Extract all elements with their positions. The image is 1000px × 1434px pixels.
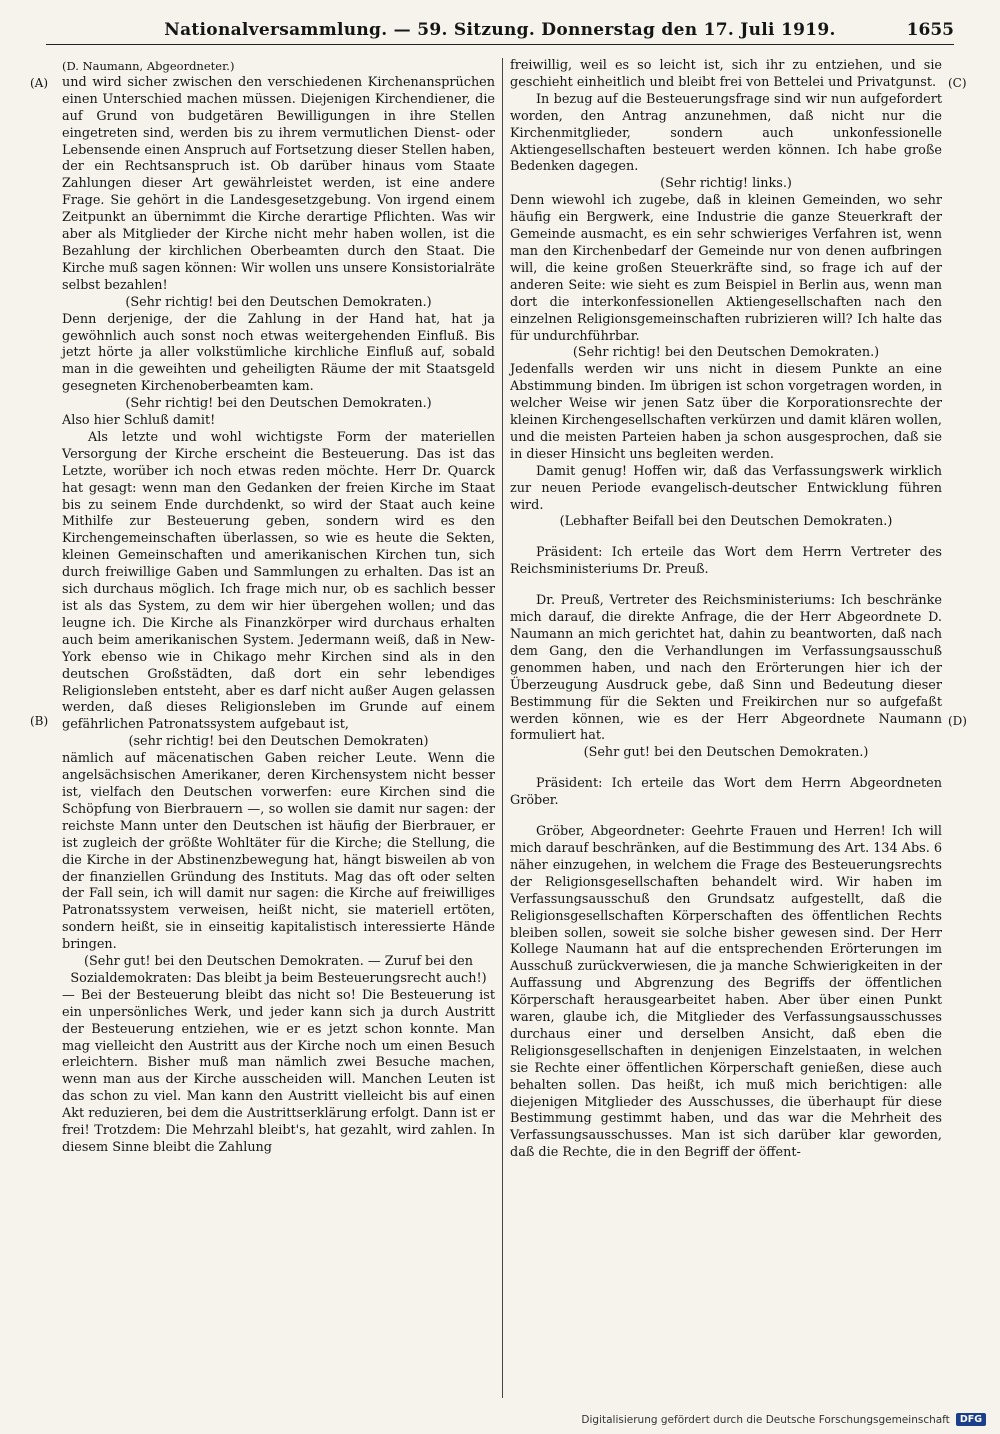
paragraph-text: Präsident: Ich erteile das Wort dem Herrn Abgeordneten Gröber. [510,776,942,809]
interjection-text: (Sehr gut! bei den Deutschen Demokraten.) [583,745,869,761]
margin-marker-d: (D) [948,714,967,728]
left-text-column [62,58,495,1157]
paragraph-text: nämlich auf mäcenatischen Gaben reicher Leute. Wenn die angelsächsischen Amerikaner, deren Kirchensystem nicht besser ist, vielfach den Deutschen vorwerfen: eure Kirchen sind die Schöpfung von Bierbrauern —, so wollen sie damit nur sagen: der reichste Mann unter den Deutschen ist häufig der Bierbrauer, er ist zugleich der größte Wohltäter für die Kirche; die Stellung, die die Kirche in der Abstinenzbewegung hat, hängt bisweilen ab von der finanziellen Gründung des Instituts. Mag das oft oder selten der Fall sein, ich will damit nur sagen: die Kirche auf freiwilliges Patronatssystem verweisen, heißt nicht, sie materiell ertöten, sondern heißt, sie in einseitig kapitalistisch interessierte Hände bringen. [62,751,495,953]
paragraph-text: freiwillig, weil es so leicht ist, sich ihr zu entziehen, und sie geschieht einheitlich und bleibt frei von Bettelei und Privatgunst. [510,58,942,90]
paragraph-text: Jedenfalls werden wir uns nicht in diesem Punkte an eine Abstimmung binden. Im übrigen ist schon vorgetragen worden, in welcher Weise wir jenen Satz über die Korporationsrechte der kleinen Kirchengesellschaften verkürzen und damit klären wollen, und die meisten Parteien haben ja schon ausgesprochen, daß sie in dieser Hinsicht uns begleiten werden. [510,362,942,462]
interjection-text: (Lebhafter Beifall bei den Deutschen Demokraten.) [559,514,893,530]
interjection-text: (Sehr richtig! bei den Deutschen Demokraten.) [125,396,432,412]
dfg-logo: DFG [956,1413,986,1426]
right-text-column [510,58,942,1162]
interjection-text: (sehr richtig! bei den Deutschen Demokraten) [128,734,429,750]
interjection-text: (Sehr richtig! links.) [660,176,792,192]
paragraph-gap [510,579,942,593]
margin-marker-a: (A) [30,76,49,90]
paragraph-text: Präsident: Ich erteile das Wort dem Herrn Vertreter des Reichsministeriums Dr. Preuß. [510,545,942,578]
footer-credit-text: Digitalisierung gefördert durch die Deutsche Forschungsgemeinschaft [581,1413,950,1426]
paragraph-text: Also hier Schluß damit! [62,413,216,429]
interjection-text: (Sehr richtig! bei den Deutschen Demokraten.) [572,345,880,361]
margin-marker-b: (B) [30,714,49,728]
footer-credit [581,1413,986,1426]
paragraph-text: Dr. Preuß, Vertreter des Reichsministeriums: Ich beschränke mich darauf, die direkte Anfrage, die der Herr Abgeordnete D. Naumann an mich gerichtet hat, dahin zu beantworten, daß nach dem Gang, den die Verhandlungen im Verfassungsausschuß genommen haben, und nach den Erörterungen hier ich der Überzeugung Ausdruck gebe, daß Sinn und Bedeutung dieser Bestimmung für die Sekten und Freikirchen nur so aufgefaßt werden können, wie es der Herr Abgeordnete Naumann formuliert hat. [510,593,942,744]
paragraph-text: — Bei der Besteuerung bleibt das nicht so! Die Besteuerung ist ein unpersönliches Werk, und jeder kann sich ja durch Austritt der Besteuerung entziehen, wie er es jetzt schon konnte. Man mag vielleicht den Austritt aus der Kirche noch um einen Besuch erleichtern. Bisher muß man nämlich zwei Besuche machen, wenn man aus der Kirche ausscheiden will. Manchen Leuten ist das schon zu viel. Man kann den Austritt vielleicht bis auf einen Akt reduzieren, bei dem die Austrittserklärung erfolgt. Dann ist er frei! Trotzdem: Die Mehrzahl bleibt's, hat gezahlt, wird zahlen. In diesem Sinne bleibt die Zahlung [62,987,495,1155]
column-divider [502,58,503,1398]
paragraph-text: Damit genug! Hoffen wir, daß das Verfassungswerk wirklich zur neuen Periode evangelisch-deutscher Entwicklung führen wird. [510,463,942,513]
paragraph-text: Denn derjenige, der die Zahlung in der Hand hat, hat ja gewöhnlich auch sonst noch etwas weitergehenden Einfluß. Bis jetzt hörte ja aller volkstümliche kirchliche Einfluß auf, sobald man in die geweihten und geheiligten Räume der mit Staatsgeld gesegneten Kirchenoberbeamten kam. [62,311,495,395]
page-header [46,14,954,45]
interjection-text: (Sehr gut! bei den Deutschen Demokraten. — Zuruf bei den Sozialdemokraten: Das bleibt ja beim Besteuerungsrecht auch!) [70,954,487,986]
paragraph-text: (D. Naumann, Abgeordneter.) [62,59,235,73]
page-number: 1655 [906,20,954,40]
paragraph-gap [510,531,942,545]
paragraph-gap [510,810,942,824]
paragraph-text: Denn wiewohl ich zugebe, daß in kleinen Gemeinden, wo sehr häufig ein Bergwerk, eine Industrie die ganze Steuerkraft der Gemeinde ausmacht, es ein sehr schwieriges Verfahren ist, wenn man den Kirchenbedarf der Gemeinde nur von denen aufbringen will, die keine großen Steuerkräfte sind, so frage ich auf der anderen Seite: wie sieht es zum Beispiel in Berlin aus, wenn man dort die interkonfessionellen Aktiengesellschaften nach den einzelnen Religionsgemeinschaften rubrizieren will? Ich halte das für undurchführbar. [510,193,942,344]
interjection-text: (Sehr richtig! bei den Deutschen Demokraten.) [125,294,432,310]
paragraph-text: Gröber, Abgeordneter: Geehrte Frauen und Herren! Ich will mich darauf beschränken, auf die Bestimmung des Art. 134 Abs. 6 näher einzugehen, in welchem die Frage des Besteuerungsrechts der Religionsgesellschaften behandelt wird. Wir haben im Verfassungsausschuß den Grundsatz aufgestellt, daß die Religionsgesellschaften Körperschaften des öffentlichen Rechts bleiben sollen, soweit sie solche bisher gewesen sind. Der Herr Kollege Naumann hat auf die entsprechenden Erörterungen im Ausschuß zurückverwiesen, die ja manche Schwierigkeiten in der Auffassung und Abgrenzung des Begriffs der öffentlichen Körperschaft herausgearbeitet haben. Aber über einen Punkt waren, glaube ich, die Mitglieder des Verfassungsausschusses durchaus einer und derselben Ansicht, daß eben die Religionsgesellschaften in denjenigen Einzelstaaten, in welchen sie Rechte einer öffentlichen Körperschaft genießen, diese auch behalten sollen. Das heißt, ich muß mich berichtigen: alle diejenigen Mitglieder des Ausschusses, die überhaupt für diese Bestimmung gestimmt haben, und das war die Mehrheit des Verfassungsausschusses. Man ist sich darüber klar geworden, daß die Rechte, die in den Begriff der öffent- [510,824,942,1161]
paragraph-text: In bezug auf die Besteuerungsfrage sind wir nun aufgefordert worden, den Antrag anzunehmen, daß nicht nur die Kirchenmitglieder, sondern auch unkonfessionelle Aktiengesellschaften besteuert werden können. Ich habe große Bedenken dagegen. [510,91,942,175]
running-title: Nationalversammlung. — 59. Sitzung. Donnerstag den 17. Juli 1919. [164,20,836,40]
paragraph-gap [510,762,942,776]
paragraph-text: und wird sicher zwischen den verschiedenen Kirchenansprüchen einen Unterschied machen müssen. Diejenigen Kirchendiener, die auf Grund von budgetären Bewilligungen in ihre Stellen eingetreten sind, werden bis zu ihrem vermutlichen Dienst- oder Lebensende einen Anspruch auf Fortsetzung dieser Stellen haben, der ein Rechtsanspruch ist. Ob darüber hinaus vom Staate Zahlungen dieser Art gewährleistet werden, ist eine andere Frage. Sie gehört in die Landesgesetzgebung. Von irgend einem Zeitpunkt an übernimmt die Kirche derartige Pflichten. Was wir aber als Mitglieder der Kirche nicht mehr haben wollen, ist die Bezahlung der kirchlichen Oberbeamten durch den Staat. Die Kirche muß sagen können: Wir wollen uns unsere Konsistorialräte selbst bezahlen! [62,74,495,293]
margin-marker-c: (C) [948,76,967,90]
paragraph-text: Als letzte und wohl wichtigste Form der materiellen Versorgung der Kirche erscheint die Besteuerung. Das ist das Letzte, worüber ich noch etwas reden möchte. Herr Dr. Quarck hat gesagt: wenn man den Gedanken der freien Kirche im Staat bis zu seinem Ende durchdenkt, so wird der Staat auch keine Mithilfe zur Besteuerung geben, sondern wird es den Kirchengemeinschaften überlassen, so wie es heute die Sekten, kleinen Gemeinschaften und amerikanischen Kirchen tun, sich durch freiwillige Gaben und Sammlungen zu erhalten. Das ist an sich durchaus möglich. Ich frage mich nur, ob es sachlich besser ist als das System, zu dem wir hier übergehen wollen; und das leugne ich. Die Kirche als Finanzkörper wird durchaus erhalten auch beim amerikanischen System. Jedermann weiß, daß in New-York ebenso wie in Chikago mehr Kirchen sind als in den deutschen Großstädten, daß dort ein sehr lebendiges Religionsleben entsteht, aber es darf nicht außer Augen gelassen werden, daß dieses Religionsleben im Grunde auf einem gefährlichen Patronatssystem aufgebaut ist, [62,429,495,733]
